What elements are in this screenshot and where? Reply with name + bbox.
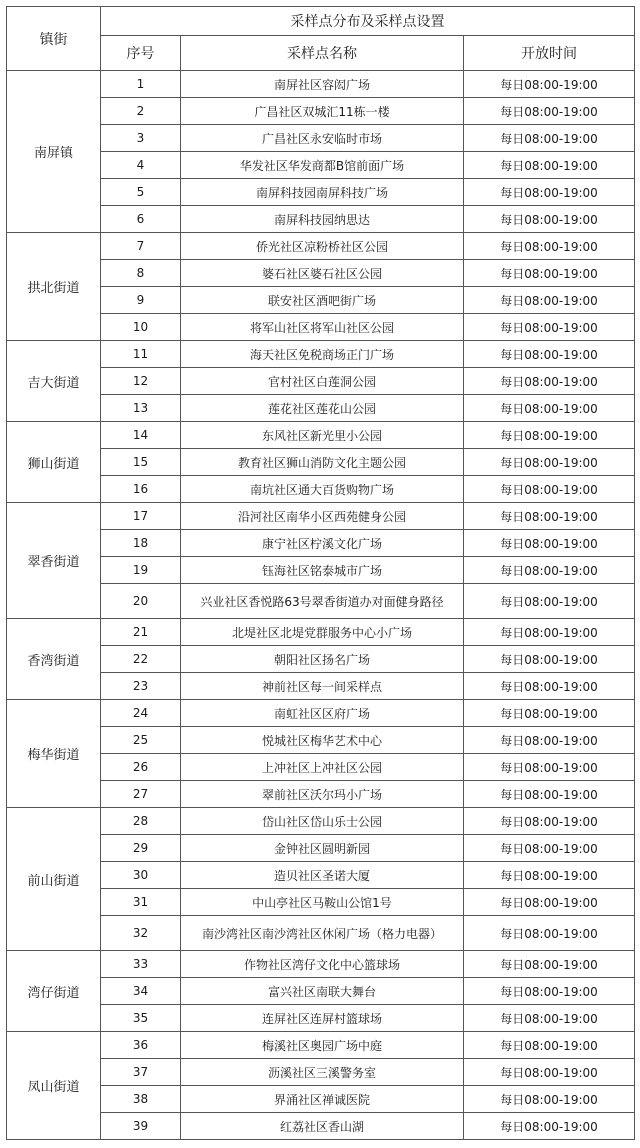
number-cell: 22 [101,646,181,673]
site-name-cell: 连屏社区连屏村篮球场 [181,1005,464,1032]
hours-cell: 每日08:00-19:00 [464,951,635,978]
number-cell: 34 [101,978,181,1005]
site-name-cell: 康宁社区柠溪文化广场 [181,530,464,557]
number-cell: 9 [101,287,181,314]
number-cell: 36 [101,1032,181,1059]
table-row [7,673,635,700]
sampling-sites-document [6,6,635,1140]
hours-cell: 每日08:00-19:00 [464,368,635,395]
header-row-top [7,7,635,36]
hours-cell: 每日08:00-19:00 [464,395,635,422]
number-cell: 39 [101,1113,181,1140]
site-name-cell: 华发社区华发商都B馆前面广场 [181,152,464,179]
table-row [7,951,635,978]
table-row [7,557,635,584]
hours-cell: 每日08:00-19:00 [464,1005,635,1032]
hours-cell: 每日08:00-19:00 [464,1086,635,1113]
table-row [7,287,635,314]
number-cell: 18 [101,530,181,557]
hours-cell: 每日08:00-19:00 [464,781,635,808]
hours-cell: 每日08:00-19:00 [464,862,635,889]
site-name-cell: 莲花社区莲花山公园 [181,395,464,422]
site-name-cell: 东风社区新光里小公园 [181,422,464,449]
site-name-cell: 中山亭社区马鞍山公馆1号 [181,889,464,916]
number-cell: 16 [101,476,181,503]
site-name-cell: 婆石社区婆石社区公园 [181,260,464,287]
hours-cell: 每日08:00-19:00 [464,1032,635,1059]
number-cell: 21 [101,619,181,646]
site-name-cell: 南坑社区通大百货购物广场 [181,476,464,503]
site-name-cell: 沥溪社区三溪警务室 [181,1059,464,1086]
table-row [7,978,635,1005]
table-row [7,233,635,260]
number-cell: 37 [101,1059,181,1086]
table-row [7,314,635,341]
site-name-cell: 作物社区湾仔文化中心篮球场 [181,951,464,978]
table-row [7,179,635,206]
site-name-cell: 上冲社区上冲社区公园 [181,754,464,781]
site-name-cell: 金钟社区圆明新园 [181,835,464,862]
table-row [7,503,635,530]
site-name-cell: 梅溪社区奥园广场中庭 [181,1032,464,1059]
hours-cell: 每日08:00-19:00 [464,978,635,1005]
number-cell: 38 [101,1086,181,1113]
table-row [7,1005,635,1032]
table-row [7,727,635,754]
town-cell: 香湾街道 [7,619,101,700]
table-row [7,530,635,557]
hours-cell: 每日08:00-19:00 [464,1113,635,1140]
site-name-cell: 沿河社区南华小区西苑健身公园 [181,503,464,530]
number-cell: 11 [101,341,181,368]
hours-cell: 每日08:00-19:00 [464,476,635,503]
header-number: 序号 [101,36,181,71]
number-cell: 31 [101,889,181,916]
town-cell: 翠香街道 [7,503,101,619]
number-cell: 7 [101,233,181,260]
site-name-cell: 朝阳社区扬名广场 [181,646,464,673]
number-cell: 25 [101,727,181,754]
number-cell: 29 [101,835,181,862]
table-row [7,835,635,862]
hours-cell: 每日08:00-19:00 [464,449,635,476]
table-body [7,71,635,1140]
hours-cell: 每日08:00-19:00 [464,700,635,727]
table-row [7,1059,635,1086]
number-cell: 13 [101,395,181,422]
header-hours: 开放时间 [464,36,635,71]
site-name-cell: 南屏科技园南屏科技广场 [181,179,464,206]
table-row [7,71,635,98]
hours-cell: 每日08:00-19:00 [464,916,635,951]
site-name-cell: 兴业社区香悦路63号翠香街道办对面健身路径 [181,584,464,619]
number-cell: 3 [101,125,181,152]
site-name-cell: 官村社区白莲洞公园 [181,368,464,395]
number-cell: 15 [101,449,181,476]
number-cell: 30 [101,862,181,889]
table-row [7,341,635,368]
number-cell: 23 [101,673,181,700]
site-name-cell: 悦城社区梅华艺术中心 [181,727,464,754]
table-row [7,206,635,233]
table-row [7,700,635,727]
table-row [7,98,635,125]
site-name-cell: 南沙湾社区南沙湾社区休闲广场（格力电器） [181,916,464,951]
number-cell: 12 [101,368,181,395]
number-cell: 26 [101,754,181,781]
number-cell: 17 [101,503,181,530]
number-cell: 33 [101,951,181,978]
table-row [7,754,635,781]
hours-cell: 每日08:00-19:00 [464,422,635,449]
number-cell: 10 [101,314,181,341]
number-cell: 8 [101,260,181,287]
site-name-cell: 界涌社区禅诚医院 [181,1086,464,1113]
table-row [7,260,635,287]
site-name-cell: 南虹社区区府广场 [181,700,464,727]
number-cell: 19 [101,557,181,584]
town-cell: 南屏镇 [7,71,101,233]
header-group-title: 采样点分布及采样点设置 [101,7,635,36]
site-name-cell: 南屏社区容闳广场 [181,71,464,98]
hours-cell: 每日08:00-19:00 [464,530,635,557]
hours-cell: 每日08:00-19:00 [464,754,635,781]
hours-cell: 每日08:00-19:00 [464,260,635,287]
table-row [7,449,635,476]
site-name-cell: 红荔社区香山湖 [181,1113,464,1140]
site-name-cell: 侨光社区凉粉桥社区公园 [181,233,464,260]
hours-cell: 每日08:00-19:00 [464,179,635,206]
site-name-cell: 富兴社区南联大舞台 [181,978,464,1005]
hours-cell: 每日08:00-19:00 [464,152,635,179]
table-row [7,808,635,835]
number-cell: 35 [101,1005,181,1032]
number-cell: 4 [101,152,181,179]
hours-cell: 每日08:00-19:00 [464,98,635,125]
number-cell: 32 [101,916,181,951]
town-cell: 湾仔街道 [7,951,101,1032]
header-row-columns [7,36,635,71]
town-cell: 狮山街道 [7,422,101,503]
site-name-cell: 海天社区免税商场正门广场 [181,341,464,368]
site-name-cell: 钰海社区铭泰城市广场 [181,557,464,584]
table-row [7,916,635,951]
site-name-cell: 翠前社区沃尔玛小广场 [181,781,464,808]
table-row [7,395,635,422]
number-cell: 20 [101,584,181,619]
table-row [7,1113,635,1140]
table-row [7,422,635,449]
site-name-cell: 南屏科技园纳思达 [181,206,464,233]
site-name-cell: 广昌社区双城汇11栋一楼 [181,98,464,125]
table-row [7,781,635,808]
number-cell: 6 [101,206,181,233]
header-site-name: 采样点名称 [181,36,464,71]
site-name-cell: 造贝社区圣诺大厦 [181,862,464,889]
hours-cell: 每日08:00-19:00 [464,287,635,314]
site-name-cell: 神前社区每一间采样点 [181,673,464,700]
hours-cell: 每日08:00-19:00 [464,619,635,646]
table-row [7,584,635,619]
town-cell: 凤山街道 [7,1032,101,1140]
number-cell: 14 [101,422,181,449]
hours-cell: 每日08:00-19:00 [464,71,635,98]
town-cell: 梅华街道 [7,700,101,808]
town-cell: 吉大街道 [7,341,101,422]
hours-cell: 每日08:00-19:00 [464,206,635,233]
table-row [7,862,635,889]
table-row [7,889,635,916]
number-cell: 2 [101,98,181,125]
table-row [7,1086,635,1113]
hours-cell: 每日08:00-19:00 [464,889,635,916]
hours-cell: 每日08:00-19:00 [464,646,635,673]
hours-cell: 每日08:00-19:00 [464,673,635,700]
hours-cell: 每日08:00-19:00 [464,314,635,341]
number-cell: 5 [101,179,181,206]
table-row [7,125,635,152]
site-name-cell: 广昌社区永安临时市场 [181,125,464,152]
hours-cell: 每日08:00-19:00 [464,125,635,152]
site-name-cell: 岱山社区岱山乐士公园 [181,808,464,835]
number-cell: 28 [101,808,181,835]
town-cell: 前山街道 [7,808,101,951]
hours-cell: 每日08:00-19:00 [464,557,635,584]
hours-cell: 每日08:00-19:00 [464,1059,635,1086]
table-row [7,368,635,395]
hours-cell: 每日08:00-19:00 [464,584,635,619]
hours-cell: 每日08:00-19:00 [464,835,635,862]
town-cell: 拱北街道 [7,233,101,341]
header-town: 镇街 [7,7,101,71]
number-cell: 24 [101,700,181,727]
hours-cell: 每日08:00-19:00 [464,233,635,260]
table-row [7,152,635,179]
site-name-cell: 教育社区狮山消防文化主题公园 [181,449,464,476]
table-row [7,619,635,646]
site-name-cell: 北堤社区北堤党群服务中心小广场 [181,619,464,646]
table-row [7,1032,635,1059]
sampling-sites-table [6,6,635,1140]
site-name-cell: 将军山社区将军山社区公园 [181,314,464,341]
number-cell: 1 [101,71,181,98]
hours-cell: 每日08:00-19:00 [464,727,635,754]
table-row [7,476,635,503]
number-cell: 27 [101,781,181,808]
hours-cell: 每日08:00-19:00 [464,341,635,368]
hours-cell: 每日08:00-19:00 [464,808,635,835]
site-name-cell: 联安社区酒吧街广场 [181,287,464,314]
hours-cell: 每日08:00-19:00 [464,503,635,530]
table-row [7,646,635,673]
